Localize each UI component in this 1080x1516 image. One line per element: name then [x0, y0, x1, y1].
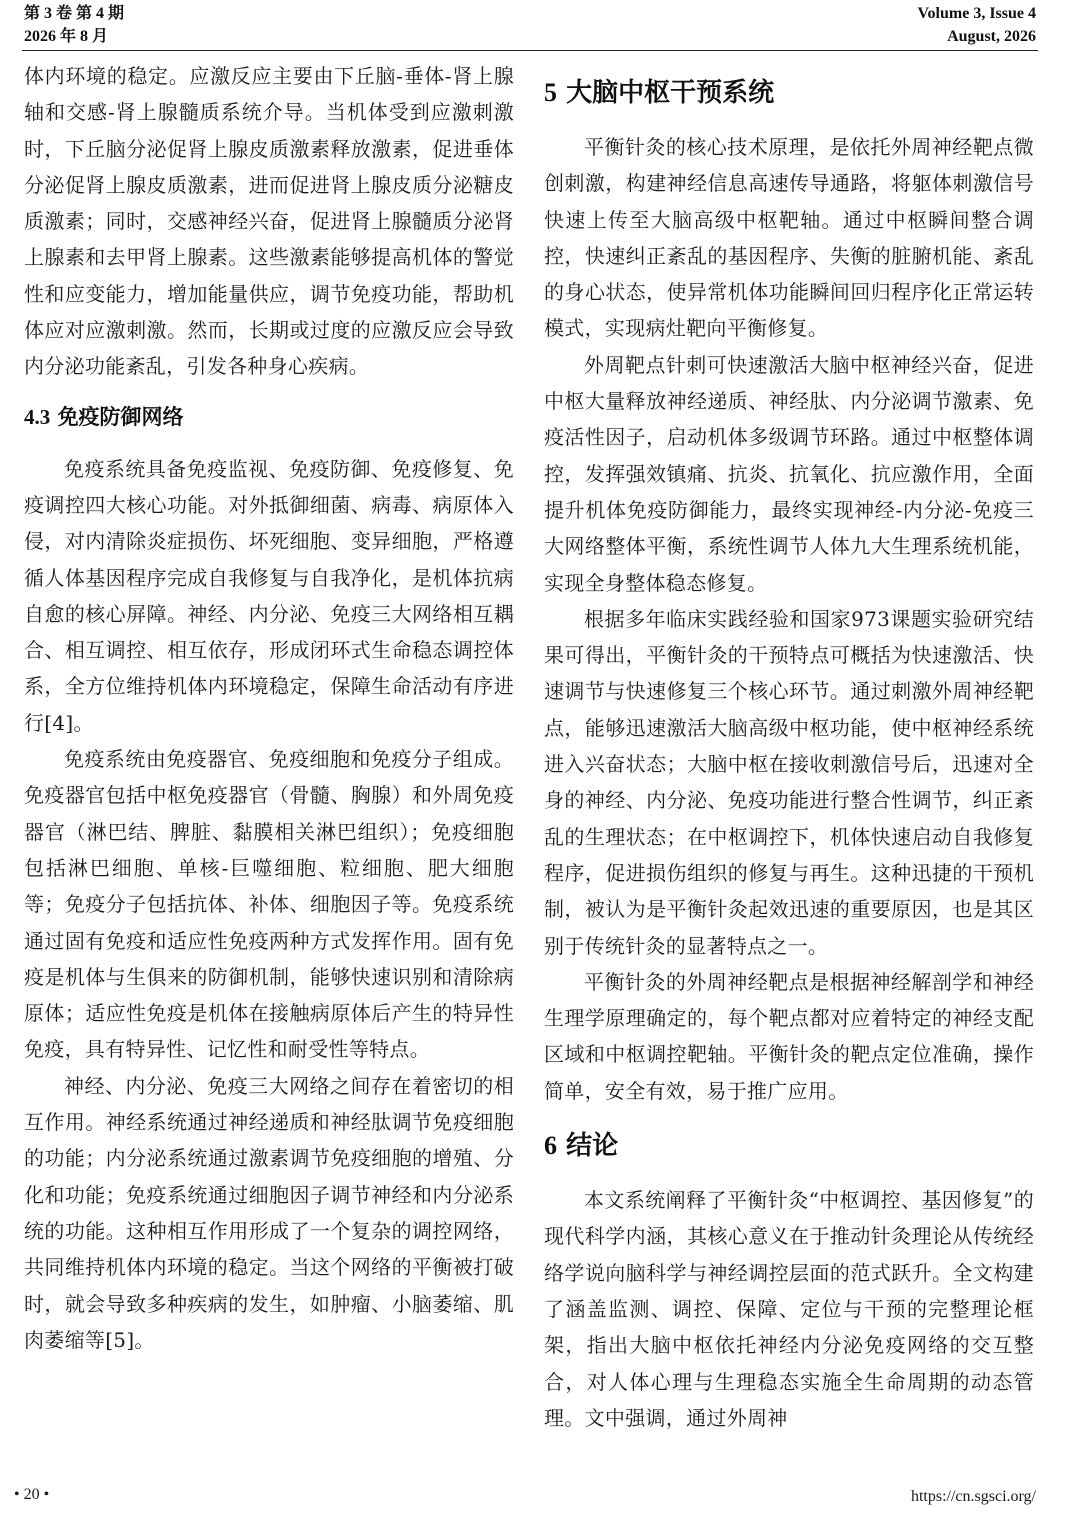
section-title: 结论	[566, 1131, 619, 1162]
section-number: 5	[544, 78, 557, 107]
section-number: 6	[544, 1131, 557, 1161]
paragraph-target-positioning: 平衡针灸的外周神经靶点是根据神经解剖学和神经生理学原理确定的，每个靶点都对应着特定的神经支配区域和中枢调控靶轴。平衡针灸的靶点定位准确，操作简单，安全有效，易于推广应用。	[544, 969, 1034, 1103]
header-divider	[22, 50, 1038, 51]
right-column	[544, 58, 1034, 1436]
page-number: • 20 •	[14, 1486, 50, 1503]
journal-volume-header-en	[917, 2, 1036, 48]
journal-url: https://cn.sgsci.org/	[910, 1488, 1036, 1505]
date-en: August, 2026	[947, 28, 1036, 45]
section-number: 4.3	[24, 404, 51, 429]
paragraph-network-interaction: 神经、内分泌、免疫三大网络之间存在着密切的相互作用。神经系统通过神经递质和神经肽调节免疫细胞的功能；内分泌系统通过激素调节免疫细胞的增殖、分化和功能；免疫系统通过细胞因子调节神经和内分泌系统的功能。这种相互作用形成了一个复杂的调控网络，共同维持机体内环境的稳定。当这个网络的平衡被打破时，就会导致多种疾病的发生，如肿瘤、小脑萎缩、肌肉萎缩等[5]。	[24, 1073, 514, 1352]
section-4-3-heading	[24, 401, 514, 431]
section-title: 大脑中枢干预系统	[566, 78, 775, 108]
date-cn: 2026 年 8 月	[24, 28, 109, 45]
volume-issue-en: Volume 3, Issue 4	[917, 5, 1036, 22]
section-6-heading	[544, 1125, 1034, 1162]
paragraph-conclusion: 本文系统阐释了平衡针灸“中枢调控、基因修复”的现代科学内涵，其核心意义在于推动针灸理论从传统经络学说向脑科学与神经调控层面的范式跃升。全文构建了涵盖监测、调控、保障、定位与干预的完整理论框架，指出大脑中枢依托神经内分泌免疫网络的交互整合，对人体心理与生理稳态实施全生命周期的动态管理。文中强调，通过外周神	[544, 1188, 1034, 1430]
left-column	[24, 58, 514, 1358]
section-5-heading	[544, 72, 1034, 109]
paragraph-immune-functions: 免疫系统具备免疫监视、免疫防御、免疫修复、免疫调控四大核心功能。对外抵御细菌、病毒、病原体入侵，对内清除炎症损伤、坏死细胞、变异细胞，严格遵循人体基因程序完成自我修复与自我净化，是机体抗病自愈的核心屏障。神经、内分泌、免疫三大网络相互耦合、相互调控、相互依存，形成闭环式生命稳态调控体系，全方位维持机体内环境稳定，保障生命活动有序进行[4]。	[24, 456, 514, 735]
volume-issue-cn: 第 3 卷 第 4 期	[24, 5, 125, 22]
paragraph-intervention-features: 根据多年临床实践经验和国家973课题实验研究结果可得出，平衡针灸的干预特点可概括为快速激活、快速调节与快速修复三个核心环节。通过刺激外周神经靶点，能够迅速激活大脑高级中枢功能，使中枢神经系统进入兴奋状态；大脑中枢在接收刺激信号后，迅速对全身的神经、内分泌、免疫功能进行整合性调节，纠正紊乱的生理状态；在中枢调控下，机体快速启动自我修复程序，促进损伤组织的修复与再生。这种迅捷的干预机制，被认为是平衡针灸起效迅速的重要原因，也是其区别于传统针灸的显著特点之一。	[544, 606, 1034, 958]
paragraph-immune-composition: 免疫系统由免疫器官、免疫细胞和免疫分子组成。免疫器官包括中枢免疫器官（骨髓、胸腺）和外周免疫器官（淋巴结、脾脏、黏膜相关淋巴组织）；免疫细胞包括淋巴细胞、单核-巨噬细胞、粒细胞、肥大细胞等；免疫分子包括抗体、补体、细胞因子等。免疫系统通过固有免疫和适应性免疫两种方式发挥作用。固有免疫是机体与生俱来的防御机制，能够快速识别和清除病原体；适应性免疫是机体在接触病原体后产生的特异性免疫，具有特异性、记忆性和耐受性等特点。	[24, 747, 514, 1062]
paragraph-core-principle: 平衡针灸的核心技术原理，是依托外周神经靶点微创刺激，构建神经信息高速传导通路，将躯体刺激信号快速上传至大脑高级中枢靶轴。通过中枢瞬间整合调控，快速纠正紊乱的基因程序、失衡的脏腑机能、紊乱的身心状态，使异常机体功能瞬间回归程序化正常运转模式，实现病灶靶向平衡修复。	[544, 135, 1034, 341]
paragraph-stress-continued: 体内环境的稳定。应激反应主要由下丘脑-垂体-肾上腺轴和交感-肾上腺髓质系统介导。当机体受到应激刺激时，下丘脑分泌促肾上腺皮质激素释放激素，促进垂体分泌促肾上腺皮质激素，进而促进肾上腺皮质分泌糖皮质激素；同时，交感神经兴奋，促进肾上腺髓质分泌肾上腺素和去甲肾上腺素。这些激素能够提高机体的警觉性和应变能力，增加能量供应，调节免疫功能，帮助机体应对应激刺激。然而，长期或过度的应激反应会导致内分泌功能紊乱，引发各种身心疾病。	[24, 64, 514, 379]
paragraph-peripheral-targets: 外周靶点针刺可快速激活大脑中枢神经兴奋，促进中枢大量释放神经递质、神经肽、内分泌调节激素、免疫活性因子，启动机体多级调节环路。通过中枢整体调控，发挥强效镇痛、抗炎、抗氧化、抗应激作用，全面提升机体免疫防御能力，最终实现神经-内分泌-免疫三大网络整体平衡，系统性调节人体九大生理系统机能，实现全身整体稳态修复。	[544, 352, 1034, 595]
journal-volume-header	[24, 2, 124, 48]
section-title: 免疫防御网络	[57, 404, 184, 429]
